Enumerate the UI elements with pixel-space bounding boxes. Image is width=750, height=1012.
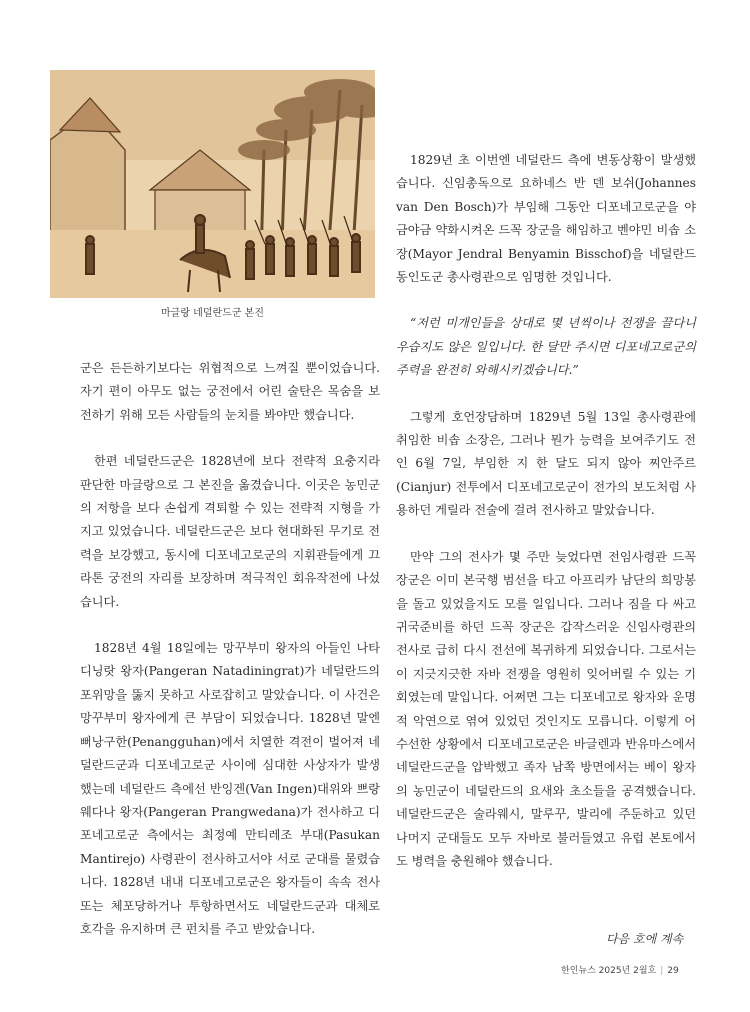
paragraph: 한편 네덜란드군은 1828년에 보다 전략적 요충지라 판단한 마글랑으로 그 본진을 옮겼습니다. 이곳은 농민군의 저항을 보다 손쉽게 격퇴할 수 있는 전략적 지형을 가지고 있었습니다. 네덜란드군은 보다 현대화된 무기로 전력을 보강했고, 동시에 디포네고로군의 지휘관들에게 끄라톤 궁전의 자리를 보장하며 적극적인 회유작전에 나섰습니다. bbox=[80, 454, 380, 609]
continued-note: 다음 호에 계속 bbox=[606, 932, 684, 946]
paragraph: 만약 그의 전사가 몇 주만 늦었다면 전임사령관 드꼭 장군은 이미 본국행 범선을 타고 아프리카 남단의 희망봉을 돌고 있었을지도 모를 일입니다. 그러나 짐을 다 싸고 귀국준비를 하던 드꼭 장군은 갑작스러운 신임사령관의 전사로 급히 다시 전선에 복귀하게 되었습니다. 그로서는 이 지긋지긋한 자바 전쟁을 영원히 잊어버릴 수 있는 기회였는데 말입니다. 어쩌면 그는 디포네고로 왕자와 운명적 악연으로 엮여 있었던 것인지도 모릅니다. 이렇게 어수선한 상황에서 디포네고로군은 바글렌과 반유마스에서 네덜란드군을 압박했고 족자 남쪽 방면에서는 베이 왕자의 농민군이 네덜란드의 요새와 초소들을 공격했습니다. 네덜란드군은 술라웨시, 말루꾸, 발리에 주둔하고 있던 나머지 군대들도 모두 자바로 불러들였고 유럽 본토에서도 병력을 충원해야 했습니다. bbox=[396, 549, 696, 868]
page-footer bbox=[561, 963, 679, 976]
paragraph: 그렇게 호언장담하며 1829년 5월 13일 총사령관에 취임한 비솝 소장은, 그러나 뭔가 능력을 보여주기도 전인 6월 7일, 부임한 지 한 달도 되지 않아 찌안주르(Cianjur) 전투에서 디포네고로군이 전가의 보도처럼 사용하던 게릴라 전술에 걸려 전사하고 말았습니다. bbox=[396, 409, 696, 518]
article-illustration bbox=[50, 70, 375, 298]
paragraph: 1828년 4월 18일에는 망꾸부미 왕자의 아들인 나타디닝랏 왕자(Pangeran Natadiningrat)가 네덜란드의 포위망을 뚫지 못하고 사로잡히고 말았습니다. 이 사건은 망꾸부미 왕자에게 큰 부담이 되었습니다. 1828년 말엔 뻐낭구한(Penangguhan)에서 치열한 격전이 벌어져 네덜란드군과 디포네고로군 사이에 심대한 사상자가 발생했는데 네덜란드 측에선 반잉겐(Van Ingen)대위와 쁘랑웨다나 왕자(Pangeran Prangwedana)가 전사하고 디포네고로군 측에서는 최정예 만티레조 부대(Pasukan Mantirejo) 사령관이 전사하고서야 서로 군대를 물렸습니다. 1828년 내내 디포네고로군은 왕자들이 속속 전사 또는 체포당하거나 투항하면서도 네덜란드군과 대체로 호각을 유지하며 큰 펀치를 주고 받았습니다. bbox=[80, 641, 380, 936]
quote-paragraph: “저런 미개인들을 상대로 몇 년씩이나 전쟁을 끌다니 우습지도 않은 일입니다. 한 달만 주시면 디포네고로군의 주력을 완전히 와해시키겠습니다.” bbox=[396, 316, 696, 378]
paragraph: 군은 든든하기보다는 위협적으로 느껴질 뿐이었습니다. 자기 편이 아무도 없는 궁전에서 어린 술탄은 목숨을 보전하기 위해 모든 사람들의 눈치를 봐야만 했습니다. bbox=[80, 361, 380, 422]
engraving-of-dutch-army-camp-icon bbox=[50, 70, 375, 298]
figure-caption: 마글랑 네덜란드군 본진 bbox=[161, 308, 264, 319]
article-left-column bbox=[80, 357, 380, 964]
paragraph: 1829년 초 이번엔 네덜란드 측에 변동상황이 발생했습니다. 신임총독으로 요하네스 반 덴 보쉬(Johannes van Den Bosch)가 부임해 그동안 디포네고로군을 야금야금 약화시켜온 드꼭 장군을 해임하고 벤야민 비솝 소장(Mayor Jendral Benyamin Bisschof)을 네덜란드 동인도군 총사령관으로 임명한 것입니다. bbox=[396, 153, 696, 285]
article-right-column bbox=[396, 149, 696, 896]
footer-separator: | bbox=[660, 966, 664, 976]
page-number: 29 bbox=[667, 966, 679, 976]
publication-name: 한인뉴스 2025년 2월호 bbox=[561, 966, 657, 976]
